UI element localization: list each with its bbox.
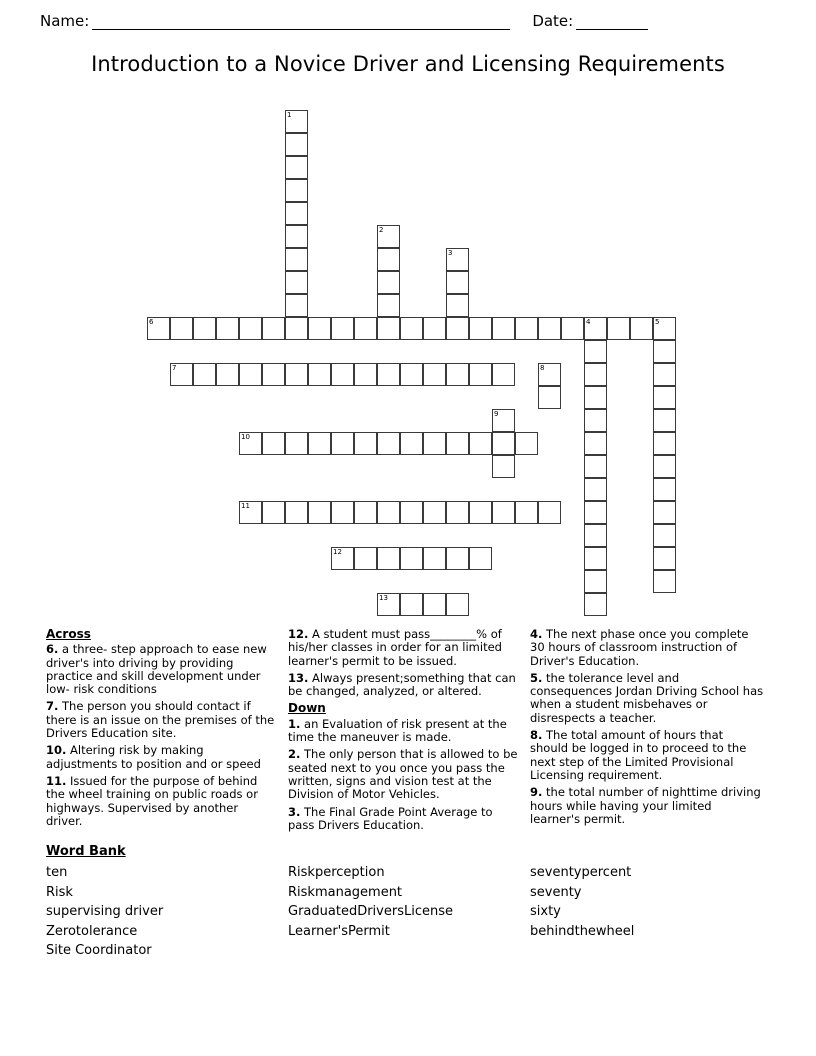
crossword-cell[interactable] — [446, 363, 469, 386]
crossword-cell[interactable] — [285, 363, 308, 386]
crossword-cell[interactable] — [423, 317, 446, 340]
word-bank-item: Site Coordinator — [46, 943, 152, 958]
clue-number: 6. — [46, 642, 59, 657]
crossword-cell[interactable] — [607, 317, 630, 340]
crossword-cell[interactable] — [331, 547, 354, 570]
crossword-cell[interactable] — [584, 317, 607, 340]
crossword-cell[interactable] — [377, 271, 400, 294]
crossword-cell[interactable] — [308, 501, 331, 524]
crossword-cell[interactable] — [653, 570, 676, 593]
crossword-cell[interactable] — [630, 317, 653, 340]
cell-number: 6 — [149, 318, 154, 326]
word-bank-item: supervising driver — [46, 904, 164, 919]
down-heading: Down — [288, 701, 326, 716]
word-bank-item: sixty — [530, 904, 561, 919]
crossword-cell[interactable] — [584, 593, 607, 616]
crossword-cell[interactable] — [170, 317, 193, 340]
cell-number: 7 — [172, 364, 177, 372]
word-bank-columns — [46, 863, 776, 961]
crossword-cell[interactable] — [308, 432, 331, 455]
crossword-cell[interactable] — [239, 317, 262, 340]
clue-number: 3. — [288, 804, 301, 819]
crossword-cell[interactable] — [492, 501, 515, 524]
crossword-cell[interactable] — [400, 363, 423, 386]
word-bank — [46, 844, 776, 961]
crossword-cell[interactable] — [446, 432, 469, 455]
crossword-cell[interactable] — [423, 501, 446, 524]
clue-number: 4. — [530, 627, 543, 641]
crossword-cell[interactable] — [285, 156, 308, 179]
crossword-cell[interactable] — [446, 501, 469, 524]
word-bank-item: seventy — [530, 884, 582, 900]
crossword-cell[interactable] — [584, 478, 607, 501]
crossword-cell[interactable] — [653, 432, 676, 455]
crossword-cell[interactable] — [446, 248, 469, 271]
crossword-cell[interactable] — [446, 271, 469, 294]
crossword-cell[interactable] — [331, 501, 354, 524]
date-label: Date: — [532, 12, 574, 30]
clue-text: an Evaluation of risk present at the time the maneuver is made. — [288, 716, 507, 745]
clue-text: The total amount of hours that should be logged in to proceed to the next step of the Limited Provisional Licensing requirement. — [530, 728, 747, 782]
crossword-cell[interactable] — [354, 501, 377, 524]
clue-number: 1. — [288, 716, 301, 731]
name-label: Name: — [40, 12, 90, 30]
crossword-cell[interactable] — [653, 524, 676, 547]
crossword-cell[interactable] — [216, 363, 239, 386]
crossword-cell[interactable] — [492, 363, 515, 386]
clues-column-1 — [46, 628, 276, 832]
clue-number: 9. — [530, 785, 543, 800]
crossword-cell[interactable] — [515, 432, 538, 455]
crossword-cell[interactable] — [653, 409, 676, 432]
crossword-cell[interactable] — [377, 225, 400, 248]
word-bank-item: seventypercent — [530, 865, 632, 880]
crossword-cell[interactable] — [285, 225, 308, 248]
word-bank-column-1 — [46, 863, 288, 961]
word-bank-heading: Word Bank — [46, 844, 126, 859]
crossword-cell[interactable] — [584, 340, 607, 363]
crossword-cell[interactable] — [285, 501, 308, 524]
crossword-cell[interactable] — [147, 317, 170, 340]
crossword-cell[interactable] — [423, 593, 446, 616]
clue-text: The next phase once you complete 30 hours of classroom instruction of Driver's Education. — [530, 627, 749, 668]
clue-down-5 — [530, 672, 764, 725]
crossword-cell[interactable] — [469, 363, 492, 386]
crossword-cell[interactable] — [538, 386, 561, 409]
crossword-cell[interactable] — [377, 363, 400, 386]
crossword-cell[interactable] — [584, 501, 607, 524]
crossword-cell[interactable] — [653, 455, 676, 478]
word-bank-item: Riskperception — [288, 865, 385, 880]
crossword-cell[interactable] — [239, 363, 262, 386]
clue-number: 13. — [288, 670, 309, 685]
crossword-cell[interactable] — [170, 363, 193, 386]
crossword-cell[interactable] — [262, 501, 285, 524]
crossword-cell[interactable] — [377, 501, 400, 524]
crossword-cell[interactable] — [400, 547, 423, 570]
clue-number: 11. — [46, 773, 67, 788]
word-bank-item: Zerotolerance — [46, 923, 138, 939]
clue-across-10 — [46, 744, 276, 771]
crossword-cell[interactable] — [285, 271, 308, 294]
crossword-cell[interactable] — [469, 432, 492, 455]
clue-down-4 — [530, 628, 764, 668]
crossword-cell[interactable] — [446, 317, 469, 340]
clue-text: The only person that is allowed to be seated next to you once you pass the written, signs and vision test at the Division of Motor Vehicles. — [288, 747, 518, 802]
crossword-cell[interactable] — [653, 386, 676, 409]
crossword-cell[interactable] — [377, 248, 400, 271]
crossword-cell[interactable] — [193, 363, 216, 386]
clue-number: 2. — [288, 747, 301, 762]
crossword-cell[interactable] — [354, 547, 377, 570]
crossword-cell[interactable] — [446, 294, 469, 317]
crossword-cell[interactable] — [492, 317, 515, 340]
crossword-cell[interactable] — [285, 432, 308, 455]
crossword-cell[interactable] — [653, 340, 676, 363]
word-bank-item: Risk — [46, 884, 73, 900]
crossword-cell[interactable] — [515, 317, 538, 340]
clue-text: The Final Grade Point Average to pass Drivers Education. — [288, 804, 493, 832]
clue-text: Always present;something that can be changed, analyzed, or altered. — [288, 670, 516, 699]
cell-number: 3 — [448, 249, 453, 257]
clue-number: 5. — [530, 670, 543, 685]
crossword-cell[interactable] — [469, 317, 492, 340]
crossword-cell[interactable] — [285, 294, 308, 317]
cell-number: 9 — [494, 410, 499, 418]
crossword-cell[interactable] — [285, 317, 308, 340]
crossword-cell[interactable] — [584, 432, 607, 455]
word-bank-item: ten — [46, 865, 68, 880]
word-bank-item: Riskmanagement — [288, 884, 403, 900]
crossword-cell[interactable] — [423, 363, 446, 386]
crossword-cell[interactable] — [400, 593, 423, 616]
cell-number: 2 — [379, 226, 384, 234]
crossword-cell[interactable] — [653, 547, 676, 570]
crossword-cell[interactable] — [492, 409, 515, 432]
crossword-cell[interactable] — [538, 317, 561, 340]
clue-text: the tolerance level and consequences Jordan Driving School has when a student misbehaves or disrespects a teacher. — [530, 670, 764, 725]
clue-text: Altering risk by making adjustments to position and or speed — [46, 743, 261, 771]
word-bank-column-2 — [288, 863, 530, 961]
crossword-cell[interactable] — [584, 363, 607, 386]
crossword-cell[interactable] — [285, 110, 308, 133]
crossword-cell[interactable] — [584, 409, 607, 432]
crossword-cell[interactable] — [492, 455, 515, 478]
crossword-cell[interactable] — [653, 363, 676, 386]
crossword-cell[interactable] — [308, 363, 331, 386]
clues-column-2 — [288, 628, 522, 836]
clue-text: A student must pass________% of his/her classes in order for an limited learner's permit to be issued. — [288, 627, 502, 668]
word-bank-item: behindthewheel — [530, 923, 635, 939]
crossword-cell[interactable] — [285, 133, 308, 156]
clue-text: The person you should contact if there is an issue on the premises of the Drivers Education site. — [46, 699, 275, 741]
clue-number: 8. — [530, 728, 543, 743]
clue-down-9 — [530, 786, 764, 826]
clue-number: 7. — [46, 699, 59, 714]
clues-column-3 — [530, 628, 764, 830]
crossword-cell[interactable] — [285, 202, 308, 225]
clue-number: 10. — [46, 743, 67, 758]
crossword-cell[interactable] — [331, 432, 354, 455]
clue-down-2 — [288, 748, 522, 801]
crossword-cell[interactable] — [446, 593, 469, 616]
clue-down-3 — [288, 806, 522, 833]
crossword-cell[interactable] — [354, 363, 377, 386]
crossword-cell[interactable] — [561, 317, 584, 340]
crossword-cell[interactable] — [262, 432, 285, 455]
crossword-cell[interactable] — [400, 317, 423, 340]
crossword-cell[interactable] — [423, 432, 446, 455]
crossword-cell[interactable] — [400, 432, 423, 455]
crossword-cell[interactable] — [377, 317, 400, 340]
crossword-cell[interactable] — [469, 501, 492, 524]
cell-number: 11 — [241, 502, 250, 510]
clue-across-13 — [288, 672, 522, 699]
crossword-cell[interactable] — [584, 524, 607, 547]
crossword-cell[interactable] — [653, 317, 676, 340]
crossword-cell[interactable] — [515, 501, 538, 524]
clue-across-6 — [46, 643, 276, 696]
crossword-cell[interactable] — [377, 593, 400, 616]
word-bank-item: Learner'sPermit — [288, 923, 390, 939]
crossword-cell[interactable] — [331, 363, 354, 386]
crossword-cell[interactable] — [308, 317, 331, 340]
crossword-cell[interactable] — [584, 386, 607, 409]
crossword-cell[interactable] — [400, 501, 423, 524]
clue-number: 12. — [288, 627, 309, 641]
clue-down-1 — [288, 718, 522, 745]
crossword-cell[interactable] — [423, 547, 446, 570]
cell-number: 10 — [241, 433, 250, 441]
crossword-cell[interactable] — [285, 248, 308, 271]
crossword-cell[interactable] — [584, 570, 607, 593]
crossword-cell[interactable] — [239, 432, 262, 455]
crossword-cell[interactable] — [538, 363, 561, 386]
crossword-cell[interactable] — [262, 317, 285, 340]
crossword-cell[interactable] — [216, 317, 239, 340]
crossword-cell[interactable] — [285, 179, 308, 202]
crossword-cell[interactable] — [354, 317, 377, 340]
across-heading: Across — [46, 627, 91, 641]
clue-text: Issued for the purpose of behind the wheel training on public roads or highways. Supervised by another driver. — [46, 773, 258, 828]
crossword-cell[interactable] — [469, 547, 492, 570]
cell-number: 5 — [655, 318, 660, 326]
cell-number: 8 — [540, 364, 545, 372]
crossword-cell[interactable] — [653, 501, 676, 524]
clue-down-8 — [530, 729, 764, 782]
crossword-cell[interactable] — [492, 432, 515, 455]
crossword-cell[interactable] — [584, 547, 607, 570]
crossword-cell[interactable] — [653, 478, 676, 501]
crossword-cell[interactable] — [331, 317, 354, 340]
crossword-cell[interactable] — [377, 432, 400, 455]
cell-number: 4 — [586, 318, 591, 326]
clue-across-11 — [46, 775, 276, 828]
crossword-cell[interactable] — [538, 501, 561, 524]
cell-number: 12 — [333, 548, 342, 556]
crossword-cell[interactable] — [377, 294, 400, 317]
cell-number: 13 — [379, 594, 388, 602]
crossword-cell[interactable] — [354, 432, 377, 455]
crossword-cell[interactable] — [584, 455, 607, 478]
crossword-cell[interactable] — [446, 547, 469, 570]
cell-number: 1 — [287, 111, 292, 119]
page-title: Introduction to a Novice Driver and Licensing Requirements — [91, 52, 725, 76]
crossword-cell[interactable] — [377, 547, 400, 570]
crossword-cell[interactable] — [239, 501, 262, 524]
clue-text: the total number of nighttime driving hours while having your limited learner's permit. — [530, 785, 761, 826]
crossword-cell[interactable] — [262, 363, 285, 386]
word-bank-column-3 — [530, 863, 772, 961]
word-bank-item: GraduatedDriversLicense — [288, 904, 453, 919]
crossword-cell[interactable] — [193, 317, 216, 340]
clue-across-7 — [46, 700, 276, 740]
clue-text: a three- step approach to ease new driver's into driving by providing practice and skill development under low- risk conditions — [46, 642, 267, 697]
clue-across-12 — [288, 628, 522, 668]
